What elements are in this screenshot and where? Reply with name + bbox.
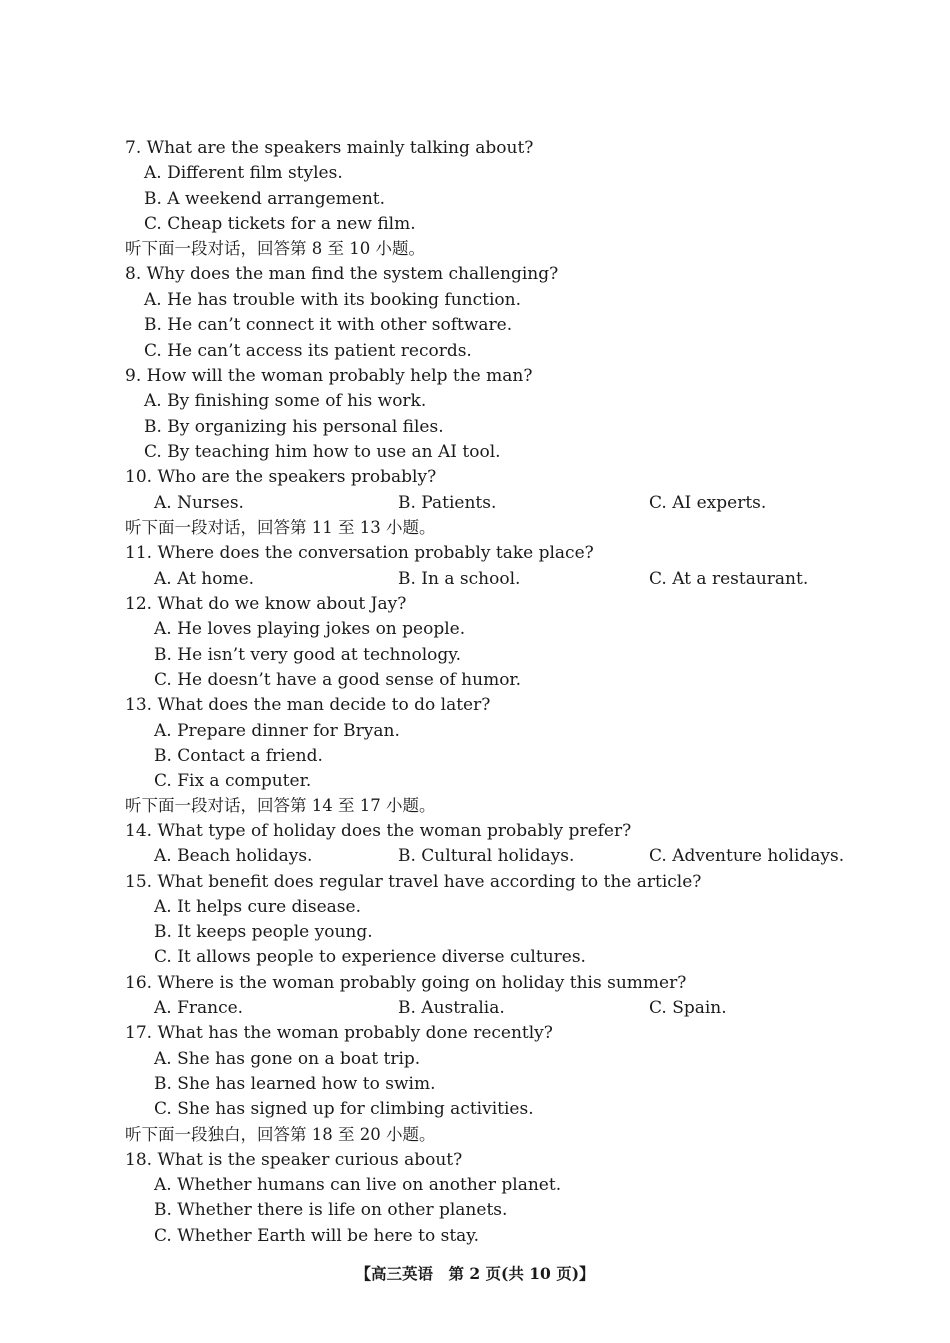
option-11b: B. In a school.: [398, 569, 521, 589]
page-footer: 【高三英语 第 2 页(共 10 页)】: [355, 1264, 595, 1283]
instruction-14-17: 听下面一段对话，回答第 14 至 17 小题。: [125, 796, 436, 815]
option-12b: B. He isn’t very good at technology.: [154, 645, 461, 665]
option-16b: B. Australia.: [398, 998, 505, 1018]
option-9c: C. By teaching him how to use an AI tool.: [144, 442, 501, 462]
option-10a: A. Nurses.: [154, 493, 244, 513]
option-18c: C. Whether Earth will be here to stay.: [154, 1226, 480, 1246]
option-14b: B. Cultural holidays.: [398, 846, 575, 866]
question-12: 12. What do we know about Jay?: [125, 594, 407, 614]
instruction-18-20: 听下面一段独白，回答第 18 至 20 小题。: [125, 1125, 436, 1144]
option-7b: B. A weekend arrangement.: [144, 189, 386, 209]
option-14c: C. Adventure holidays.: [649, 846, 845, 866]
option-8a: A. He has trouble with its booking function.: [144, 290, 521, 310]
option-9b: B. By organizing his personal files.: [144, 417, 444, 437]
question-14: 14. What type of holiday does the woman probably prefer?: [125, 821, 632, 841]
option-7a: A. Different film styles.: [144, 163, 343, 183]
option-10c: C. AI experts.: [649, 493, 767, 513]
option-15c: C. It allows people to experience diverse cultures.: [154, 947, 586, 967]
question-11: 11. Where does the conversation probably take place?: [125, 543, 594, 563]
question-16: 16. Where is the woman probably going on holiday this summer?: [125, 973, 687, 993]
option-18b: B. Whether there is life on other planets.: [154, 1200, 508, 1220]
option-7c: C. Cheap tickets for a new film.: [144, 214, 416, 234]
option-16c: C. Spain.: [649, 998, 727, 1018]
question-10: 10. Who are the speakers probably?: [125, 467, 437, 487]
option-17b: B. She has learned how to swim.: [154, 1074, 436, 1094]
instruction-8-10: 听下面一段对话，回答第 8 至 10 小题。: [125, 239, 425, 258]
option-12c: C. He doesn’t have a good sense of humor.: [154, 670, 522, 690]
option-8b: B. He can’t connect it with other software.: [144, 315, 513, 335]
question-18: 18. What is the speaker curious about?: [125, 1150, 463, 1170]
question-17: 17. What has the woman probably done recently?: [125, 1023, 553, 1043]
option-17c: C. She has signed up for climbing activities.: [154, 1099, 534, 1119]
option-8c: C. He can’t access its patient records.: [144, 341, 472, 361]
option-11a: A. At home.: [154, 569, 255, 589]
question-9: 9. How will the woman probably help the man?: [125, 366, 533, 386]
option-11c: C. At a restaurant.: [649, 569, 809, 589]
option-13a: A. Prepare dinner for Bryan.: [154, 721, 400, 741]
option-14a: A. Beach holidays.: [154, 846, 313, 866]
instruction-11-13: 听下面一段对话，回答第 11 至 13 小题。: [125, 518, 436, 537]
option-13b: B. Contact a friend.: [154, 746, 323, 766]
option-15a: A. It helps cure disease.: [154, 897, 361, 917]
option-9a: A. By finishing some of his work.: [144, 391, 427, 411]
question-8: 8. Why does the man find the system challenging?: [125, 264, 559, 284]
question-15: 15. What benefit does regular travel have according to the article?: [125, 872, 702, 892]
option-10b: B. Patients.: [398, 493, 497, 513]
option-18a: A. Whether humans can live on another planet.: [154, 1175, 562, 1195]
question-13: 13. What does the man decide to do later?: [125, 695, 491, 715]
option-17a: A. She has gone on a boat trip.: [154, 1049, 421, 1069]
question-7: 7. What are the speakers mainly talking about?: [125, 138, 534, 158]
option-16a: A. France.: [154, 998, 244, 1018]
option-13c: C. Fix a computer.: [154, 771, 312, 791]
option-12a: A. He loves playing jokes on people.: [154, 619, 466, 639]
option-15b: B. It keeps people young.: [154, 922, 373, 942]
